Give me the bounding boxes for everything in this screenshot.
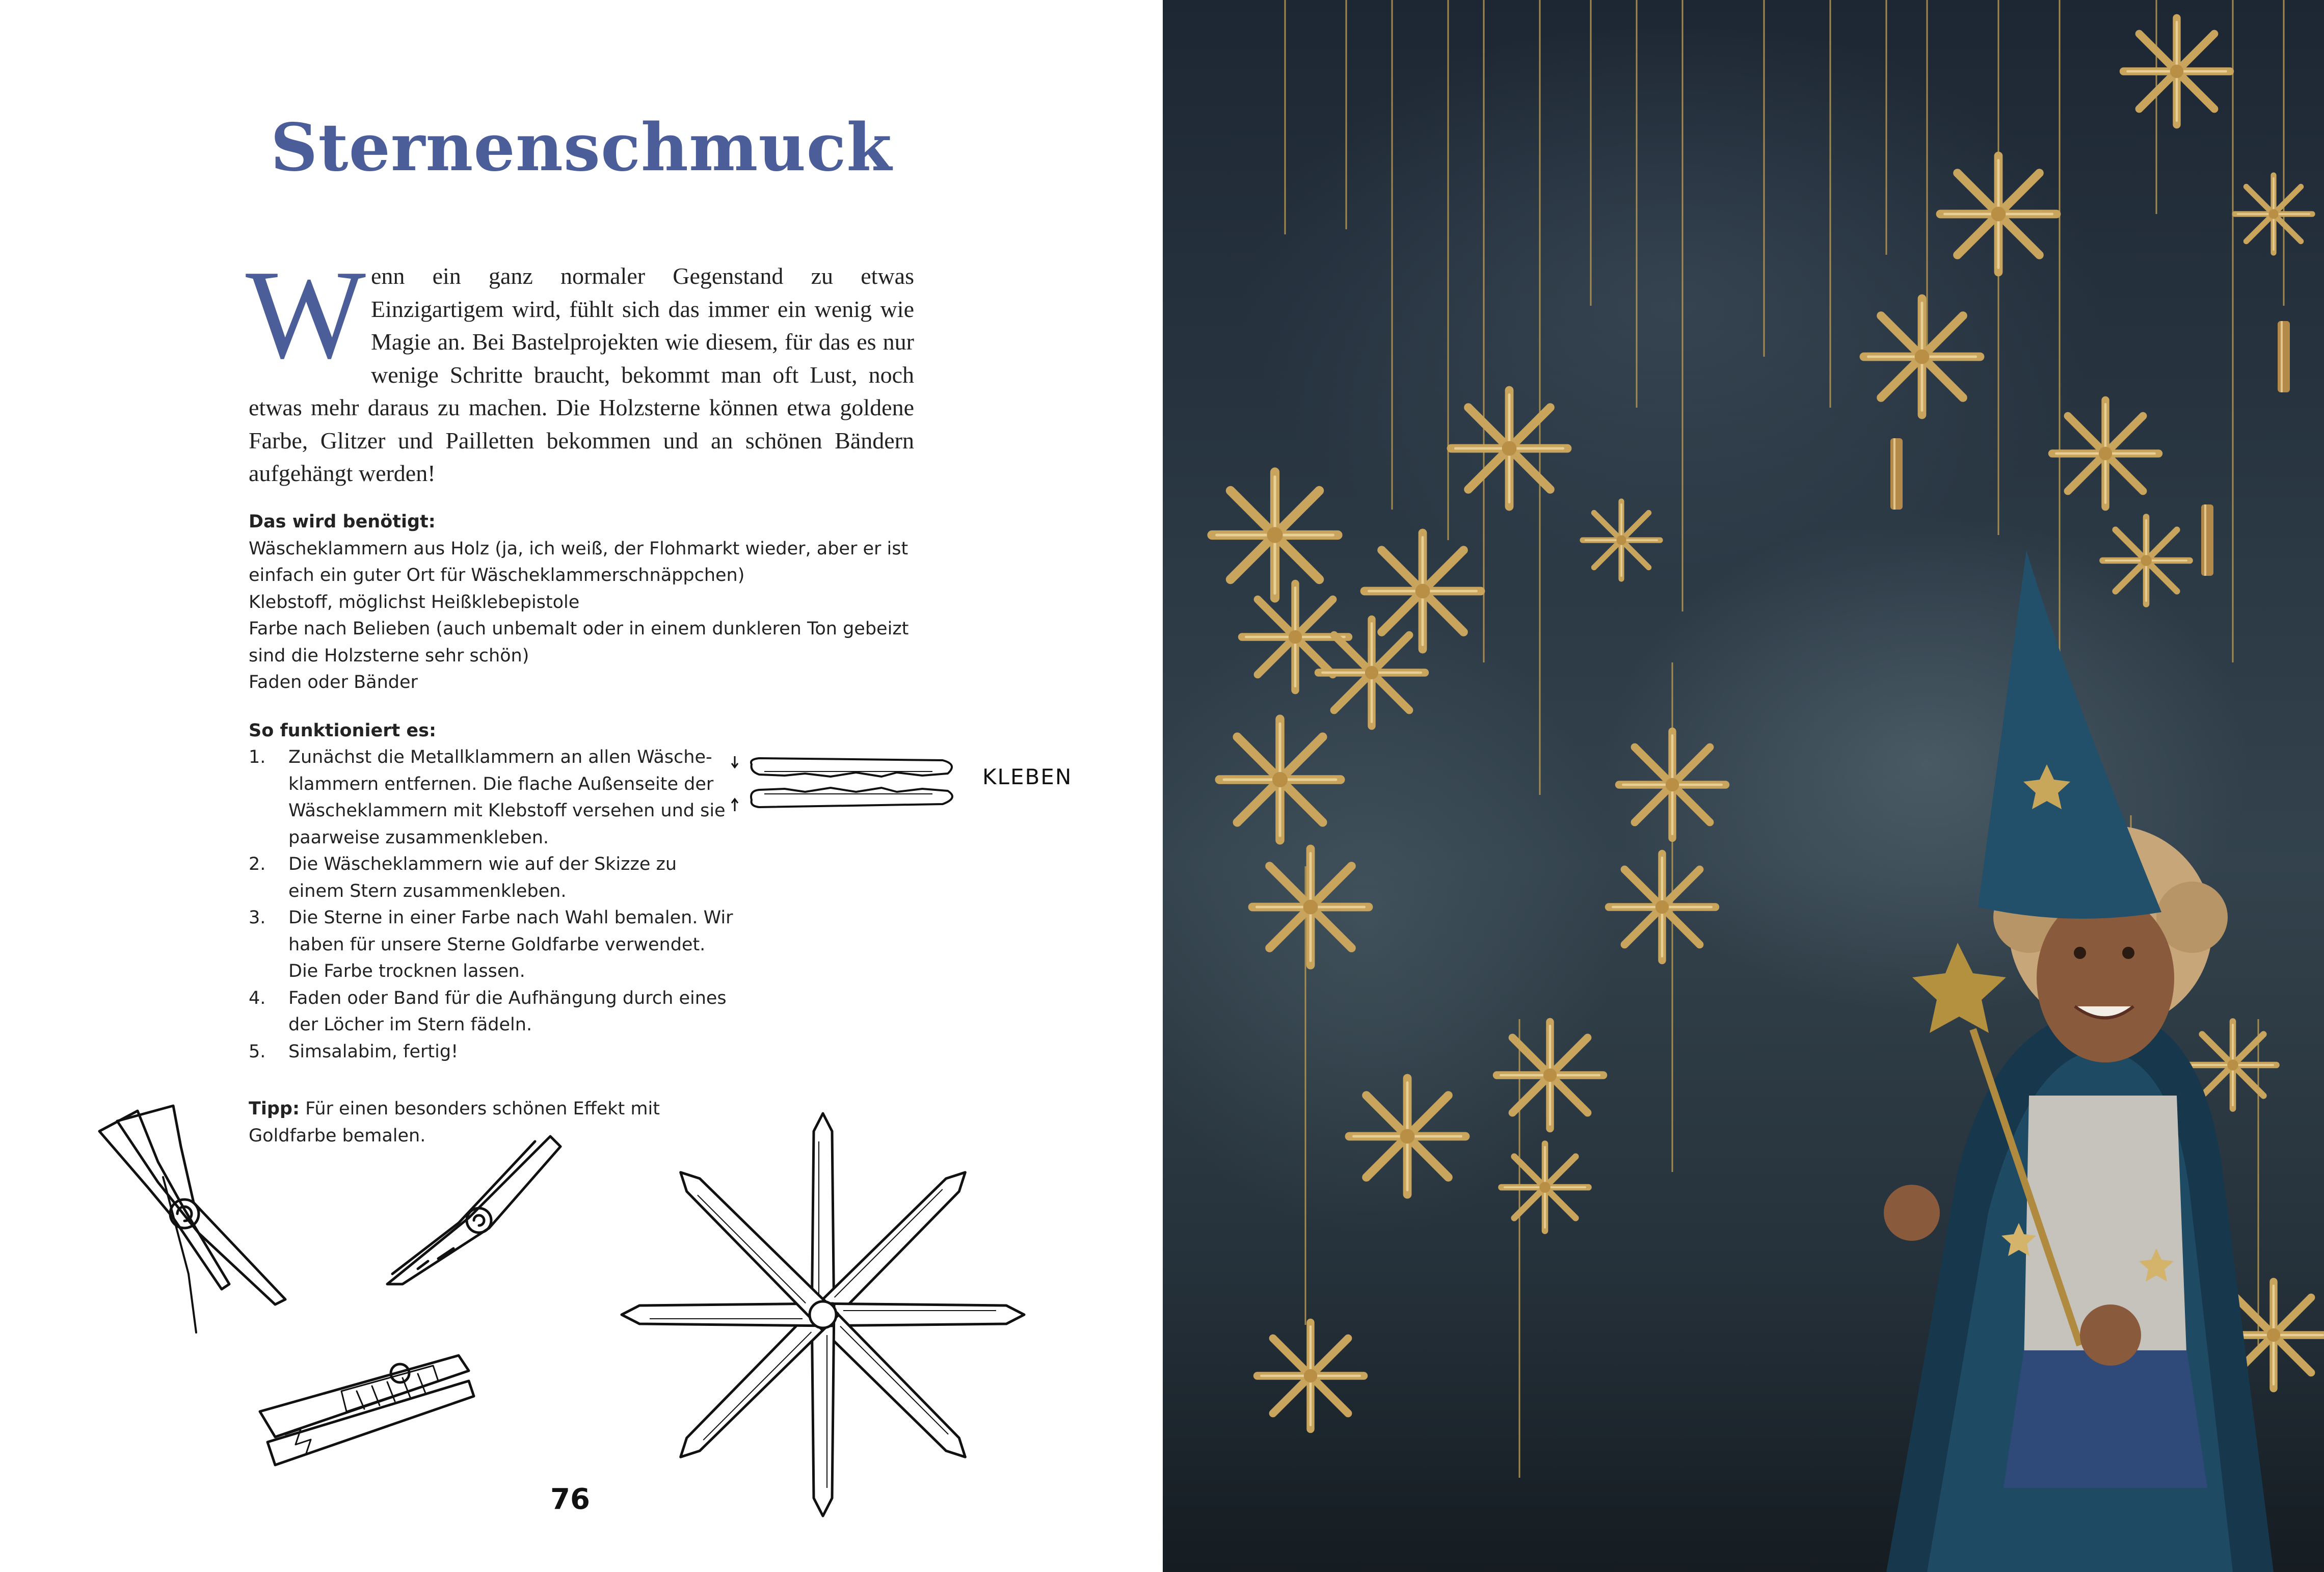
step-item	[249, 904, 738, 985]
instructions-list	[249, 744, 738, 1065]
materials-section	[249, 509, 921, 696]
step-item	[249, 851, 738, 904]
step-item	[249, 744, 738, 851]
tip-label: Tipp:	[249, 1099, 300, 1119]
step-number: 1.	[249, 747, 266, 767]
intro-paragraph	[246, 244, 914, 490]
glue-sketch	[729, 749, 968, 820]
step-number: 2.	[249, 854, 266, 874]
materials-item: Klebstoff, möglichst Heißklebepistole	[249, 592, 580, 612]
sketch-label: KLEBEN	[982, 764, 1073, 789]
clothespin-open-sketch	[97, 1101, 301, 1345]
step-text: Zunächst die Metallklammern an allen Wäsche-klammern entfernen. Die flache Außenseite der Wäscheklammern mit Klebstoff versehen und sie paarweise zusammenkleben.	[288, 747, 726, 848]
photo-wizard-child-with-stars	[1163, 0, 2324, 1572]
step-text: Faden oder Band für die Aufhängung durch eines der Löcher im Stern fädeln.	[288, 988, 727, 1035]
wizard-child	[1884, 550, 2274, 1572]
intro-text: enn ein ganz normaler Gegenstand zu etwas Einzigartigem wird, fühlt sich das immer ein wenig wie Magie an. Bei Bastelprojekten wie diesem, für das es nur wenige Schritte braucht, bekommt man oft Lust, noch etwas mehr daraus zu machen. Die Holzsterne können etwa goldene Farbe, Glitzer und Pailletten bekommen und an schönen Bändern aufgehängt werden!	[249, 263, 914, 486]
photo-illustration	[1163, 0, 2324, 1572]
materials-heading: Das wird benötigt:	[249, 512, 436, 532]
step-number: 5.	[249, 1041, 266, 1062]
drop-cap: W	[246, 244, 366, 385]
materials-item: Faden oder Bänder	[249, 672, 418, 692]
step-text: Die Wäscheklammern wie auf der Skizze zu einem Stern zusammenkleben.	[288, 854, 677, 901]
step-text: Die Sterne in einer Farbe nach Wahl bemalen. Wir haben für unsere Sterne Goldfarbe verwendet. Die Farbe trocknen lassen.	[288, 908, 733, 981]
tip-text: Für einen besonders schönen Effekt mit Goldfarbe bemalen.	[249, 1099, 660, 1146]
page-title: Sternenschmuck	[270, 110, 893, 186]
instructions-heading-wrap	[249, 717, 921, 744]
step-number: 3.	[249, 908, 266, 928]
step-item	[249, 985, 738, 1038]
step-number: 4.	[249, 988, 266, 1008]
materials-item: Wäscheklammern aus Holz (ja, ich weiß, der Flohmarkt wieder, aber er ist einfach ein guter Ort für Wäscheklammerschnäppchen)	[249, 538, 909, 585]
materials-item: Farbe nach Belieben (auch unbemalt oder in einem dunkleren Ton gebeizt sind die Holzsterne sehr schön)	[249, 619, 909, 666]
instructions-heading: So funktioniert es:	[249, 721, 436, 741]
clothespin-side-sketch	[255, 1335, 489, 1478]
clothespin-closed-sketch	[382, 1131, 566, 1294]
page-number: 76	[550, 1483, 590, 1516]
star-sketch	[627, 1106, 1019, 1524]
step-text: Simsalabim, fertig!	[288, 1041, 459, 1062]
step-item	[249, 1038, 738, 1065]
